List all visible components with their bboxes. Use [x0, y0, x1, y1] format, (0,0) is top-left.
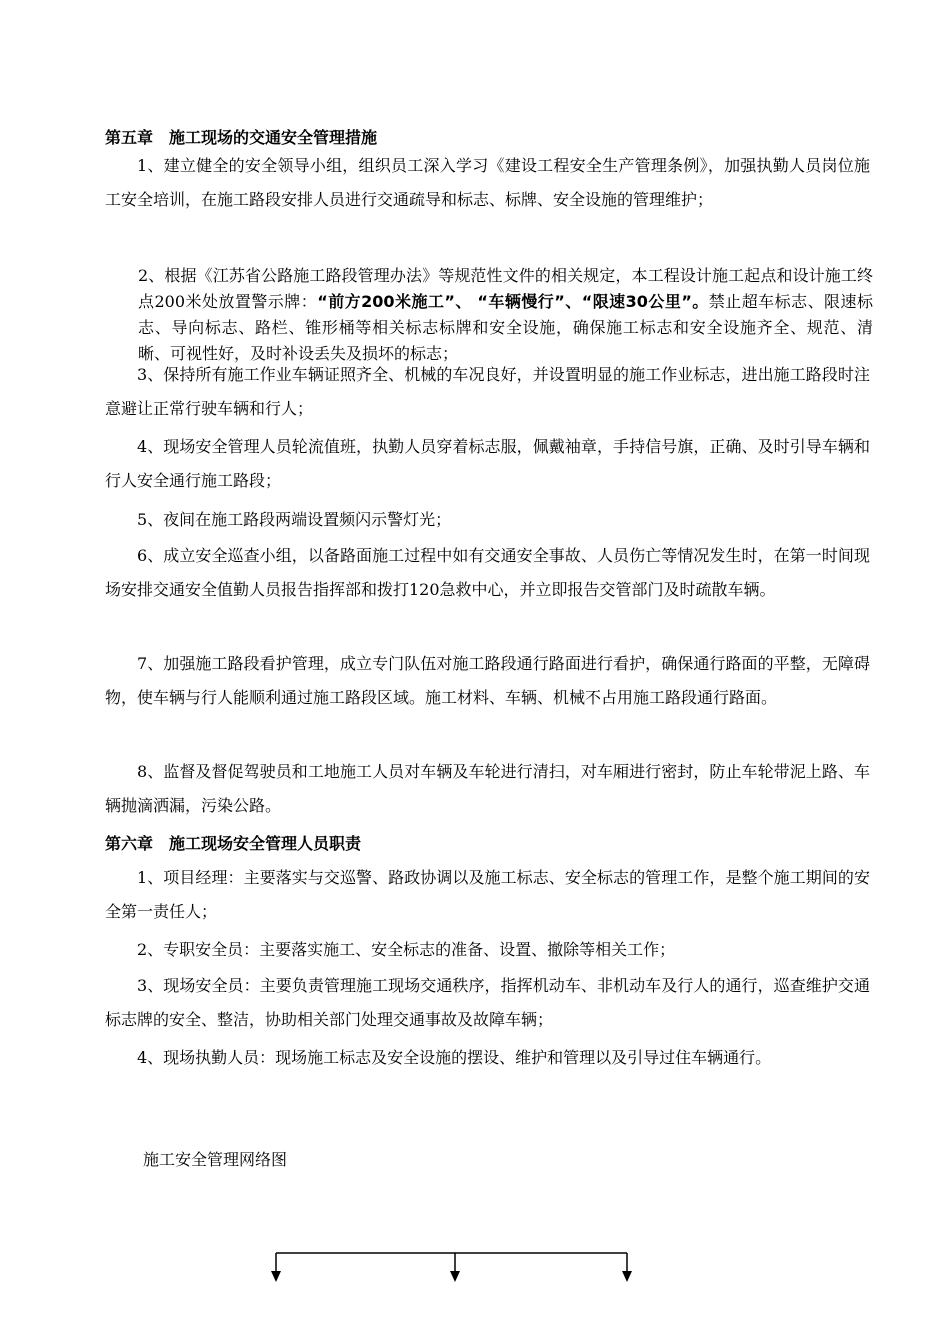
chapter5-title: 第五章 施工现场的交通安全管理措施: [105, 128, 378, 147]
chapter6-item-3: 3、现场安全员：主要负责管理施工现场交通秩序，指挥机动车、非机动车及行人的通行，巡查维护交通标志牌的安全、整洁，协助相关部门处理交通事故及故障车辆；: [105, 976, 870, 1029]
network-diagram: [0, 1240, 950, 1290]
item2-text-a: 2、根据《江苏省公路施工路段管理办法》等规范性文件的相关规定，本工程设计施工起点和设计施工终点200米处放置警示牌：: [138, 266, 873, 311]
chapter6-item-4: 4、现场执勤人员：现场施工标志及安全设施的摆设、维护和管理以及引导过住车辆通行。: [137, 1048, 772, 1067]
chapter5-item-3: 3、保持所有施工作业车辆证照齐全、机械的车况良好，并设置明显的施工作业标志，进出施工路段时注意避让正常行驶车辆和行人；: [105, 365, 870, 418]
item2-text-b: 禁止超车标志、限速标志、导向标志、路栏、锥形桶等相关标志标牌和安全设施，确保施工标志和安全设施齐全、规范、清晰、可视性好，及时补设丢失及损坏的标志；: [138, 292, 873, 363]
chapter6-item-2: 2、专职安全员：主要落实施工、安全标志的准备、设置、撤除等相关工作；: [137, 940, 676, 959]
chapter5-item-7: 7、加强施工路段看护管理，成立专门队伍对施工路段通行路面进行看护，确保通行路面的平整，无障碍物，使车辆与行人能顺利通过施工路段区域。施工材料、车辆、机械不占用施工路段通行路面。: [105, 654, 870, 707]
chapter5-item-5: 5、夜间在施工路段两端设置频闪示警灯光；: [137, 510, 452, 529]
chapter5-item-4: 4、现场安全管理人员轮流值班，执勤人员穿着标志服，佩戴袖章，手持信号旗，正确、及时引导车辆和行人安全通行施工路段；: [105, 437, 870, 490]
sign-slow-down: “车辆慢行”、: [477, 292, 582, 311]
chapter5-item-6: 6、成立安全巡查小组，以备路面施工过程中如有交通安全事故、人员伤亡等情况发生时，在第一时间现场安排交通安全值勤人员报告指挥部和拨打120急救中心，并立即报告交管部门及时疏散车辆。: [105, 546, 870, 599]
network-diagram-caption: 施工安全管理网络图: [143, 1150, 288, 1169]
chapter5-item-2: [138, 263, 873, 367]
arrow-down-icon: [271, 1271, 281, 1282]
chapter5-item-8: 8、监督及督促驾驶员和工地施工人员对车辆及车轮进行清扫，对车厢进行密封，防止车轮带泥上路、车辆抛滴洒漏，污染公路。: [105, 762, 870, 815]
chapter5-item-1: 1、建立健全的安全领导小组，组织员工深入学习《建设工程安全生产管理条例》，加强执勤人员岗位施工安全培训，在施工路段安排人员进行交通疏导和标志、标牌、安全设施的管理维护；: [105, 156, 870, 209]
sign-speed-limit: “限速30公里”。: [581, 292, 709, 311]
sign-construction-ahead: “前方200米施工”、: [317, 292, 472, 311]
arrow-down-icon: [450, 1271, 460, 1282]
chapter6-title: 第六章 施工现场安全管理人员职责: [105, 834, 362, 853]
arrow-down-icon: [622, 1271, 632, 1282]
chapter6-item-1: 1、项目经理：主要落实与交巡警、路政协调以及施工标志、安全标志的管理工作，是整个施工期间的安全第一责任人；: [105, 868, 870, 921]
